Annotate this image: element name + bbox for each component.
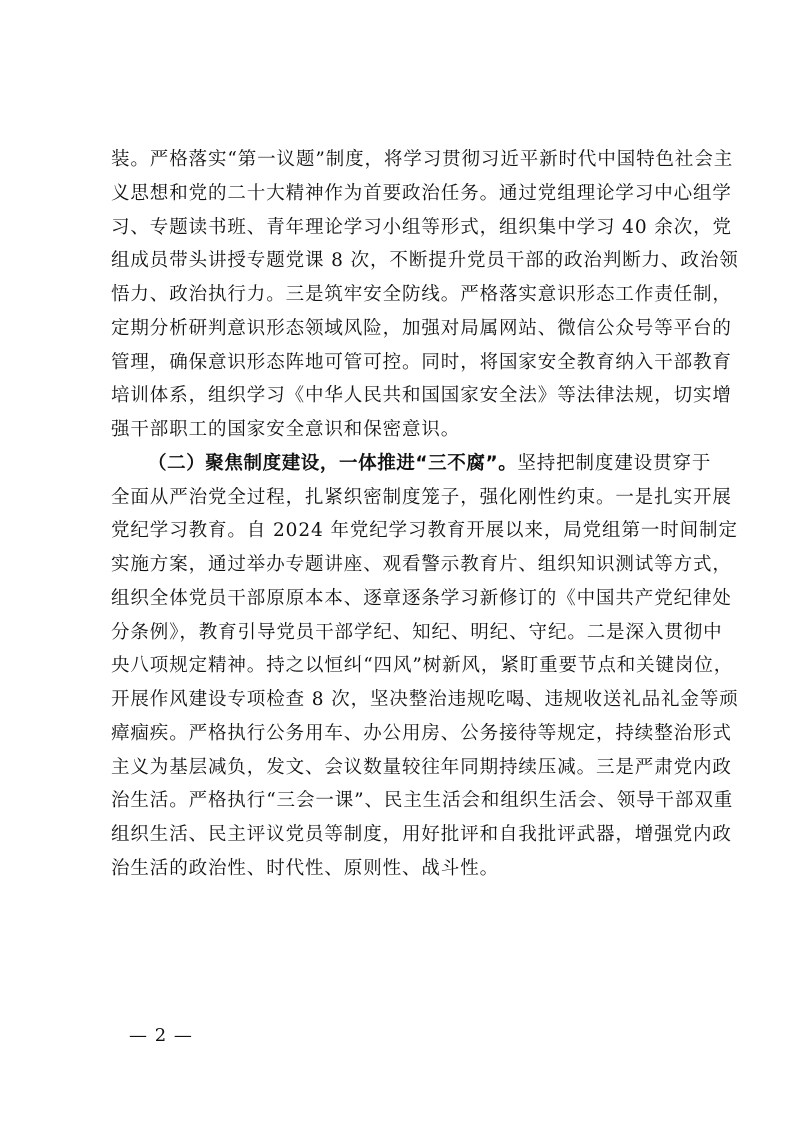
paragraph-line: 管理，确保意识形态阵地可管可控。同时，将国家安全教育纳入干部教育: [111, 351, 732, 373]
paragraph-line: 开展作风建设专项检查 8 次，坚决整治违规吃喝、违规收送礼品礼金等顽: [111, 689, 739, 710]
paragraph-line: 全面从严治党全过程，扎紧织密制度笼子，强化刚性约束。一是扎实开展: [111, 486, 732, 508]
paragraph-line: 义思想和党的二十大精神作为首要政治任务。通过党组理论学习中心组学: [111, 182, 732, 204]
document-body: [111, 143, 739, 886]
paragraph-line: 悟力、政治执行力。三是筑牢安全防线。严格落实意识形态工作责任制，: [111, 284, 732, 305]
paragraph-line: 定期分析研判意识形态领域风险，加强对局属网站、微信公众号等平台的: [111, 317, 732, 339]
paragraph-line: 强干部职工的国家安全意识和保密意识。: [111, 419, 461, 440]
paragraph-line: 实施方案，通过举办专题讲座、观看警示教育片、组织知识测试等方式，: [111, 554, 732, 575]
paragraph-line: 主义为基层减负，发文、会议数量较往年同期持续压减。三是严肃党内政: [111, 756, 732, 778]
paragraph-line: 装。严格落实“第一议题”制度，将学习贯彻习近平新时代中国特色社会主: [111, 149, 734, 170]
paragraph-line: 央八项规定精神。持之以恒纠“四风”树新风，紧盯重要节点和关键岗位，: [111, 655, 734, 677]
paragraph-line: 党纪学习教育。自 2024 年党纪学习教育开展以来，局党组第一时间制定: [111, 520, 738, 542]
paragraph-line: 组成员带头讲授专题党课 8 次，不断提升党员干部的政治判断力、政治领: [111, 250, 739, 272]
paragraph-line: 组织全体党员干部原原本本、逐章逐条学习新修订的《中国共产党纪律处: [111, 587, 732, 609]
paragraph-2: [111, 447, 739, 886]
paragraph-line: 治生活。严格执行“三会一课”、民主生活会和组织生活会、领导干部双重: [111, 790, 734, 812]
heading-line-text: 坚持把制度建设贯穿于: [517, 452, 712, 474]
paragraph-line: 治生活的政治性、时代性、原则性、战斗性。: [111, 857, 500, 879]
paragraph-line: 培训体系，组织学习《中华人民共和国国家安全法》等法律法规，切实增: [111, 385, 732, 407]
section-heading: （二）聚焦制度建设，一体推进“三不腐”。: [148, 452, 518, 474]
paragraph-line: 分条例》，教育引导党员干部学纪、知纪、明纪、守纪。二是深入贯彻中: [111, 621, 723, 643]
paragraph-line: 瘴痼疾。严格执行公务用车、办公用房、公务接待等规定，持续整治形式: [111, 722, 732, 744]
paragraph-line: 习、专题读书班、青年理论学习小组等形式，组织集中学习 40 余次，党: [111, 216, 732, 238]
paragraph-first-line: [111, 447, 712, 481]
paragraph-line: 组织生活、民主评议党员等制度，用好批评和自我批评武器，增强党内政: [111, 824, 732, 845]
paragraph-1: [111, 143, 739, 447]
page-number: — 2 —: [129, 1025, 193, 1046]
